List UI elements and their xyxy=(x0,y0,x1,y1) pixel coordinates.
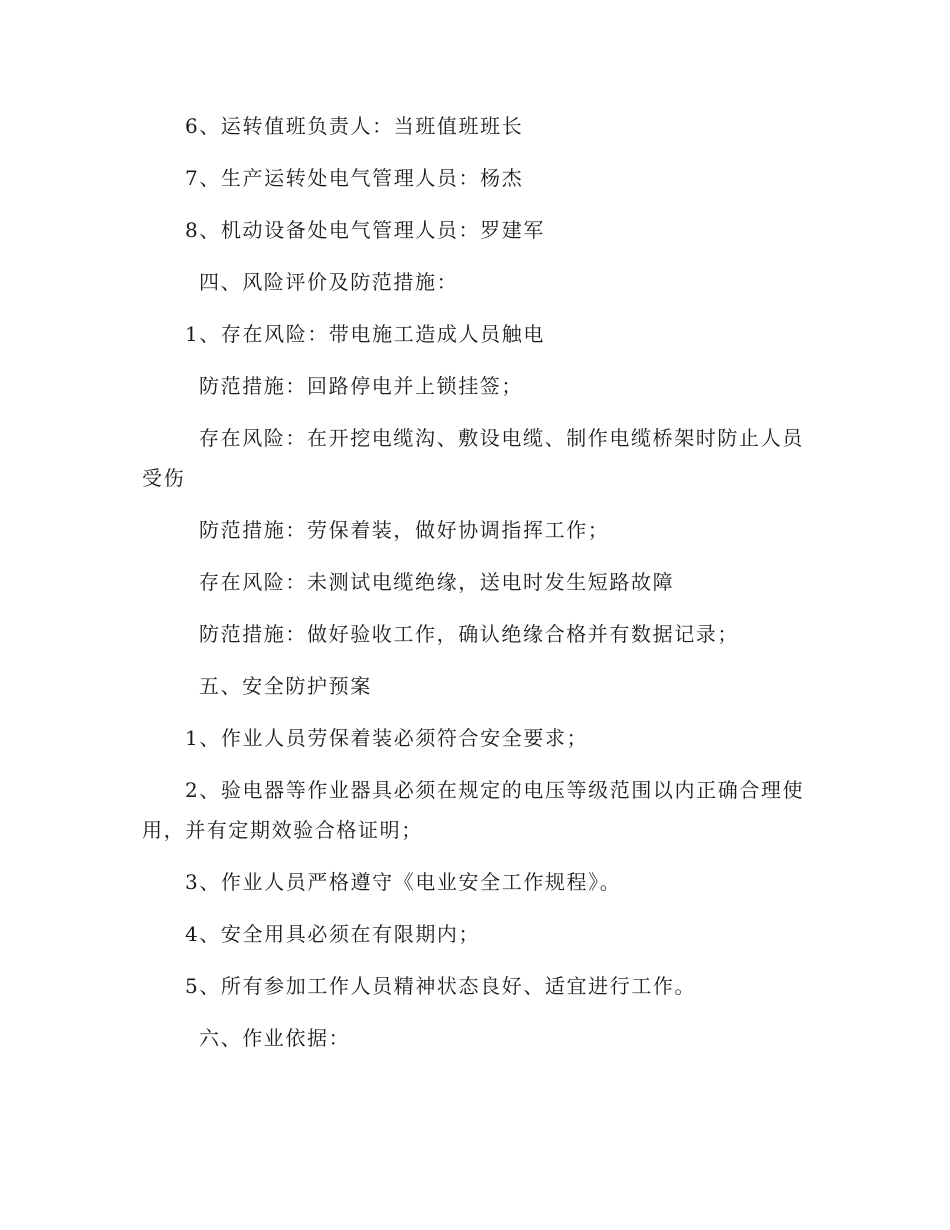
text-line-plan-5: 5、所有参加工作人员精神状态良好、适宜进行工作。 xyxy=(185,974,697,998)
section-heading-safety-plan: 五、安全防护预案 xyxy=(199,674,372,698)
text-line-duty-leader: 6、运转值班负责人：当班值班班长 xyxy=(185,114,524,138)
text-line-measure-3: 防范措施：做好验收工作，确认绝缘合格并有数据记录； xyxy=(199,622,739,646)
text-line-measure-1: 防范措施：回路停电并上锁挂签； xyxy=(199,374,523,398)
text-line-measure-2: 防范措施：劳保着装，做好协调指挥工作； xyxy=(199,518,610,542)
text-line-plan-3: 3、作业人员严格遵守《电业安全工作规程》。 xyxy=(185,870,622,894)
text-line-plan-2: 2、验电器等作业器具必须在规定的电压等级范围以内正确合理使用，并有定期效验合格证明； xyxy=(142,778,805,842)
text-line-equipment-manager: 8、机动设备处电气管理人员：罗建军 xyxy=(185,218,545,242)
text-line-production-manager: 7、生产运转处电气管理人员：杨杰 xyxy=(185,166,524,190)
section-heading-basis: 六、作业依据： xyxy=(199,1026,351,1050)
text-line-risk-2: 存在风险：在开挖电缆沟、敷设电缆、制作电缆桥架时防止人员受伤 xyxy=(142,426,804,490)
text-line-plan-1: 1、作业人员劳保着装必须符合安全要求； xyxy=(185,726,589,750)
section-heading-risk: 四、风险评价及防范措施： xyxy=(199,270,459,294)
text-line-plan-4: 4、安全用具必须在有限期内； xyxy=(185,922,481,946)
text-line-risk-3: 存在风险：未测试电缆绝缘，送电时发生短路故障 xyxy=(199,570,675,594)
document-body xyxy=(142,106,807,1070)
text-line-risk-1: 1、存在风险：带电施工造成人员触电 xyxy=(185,322,545,346)
